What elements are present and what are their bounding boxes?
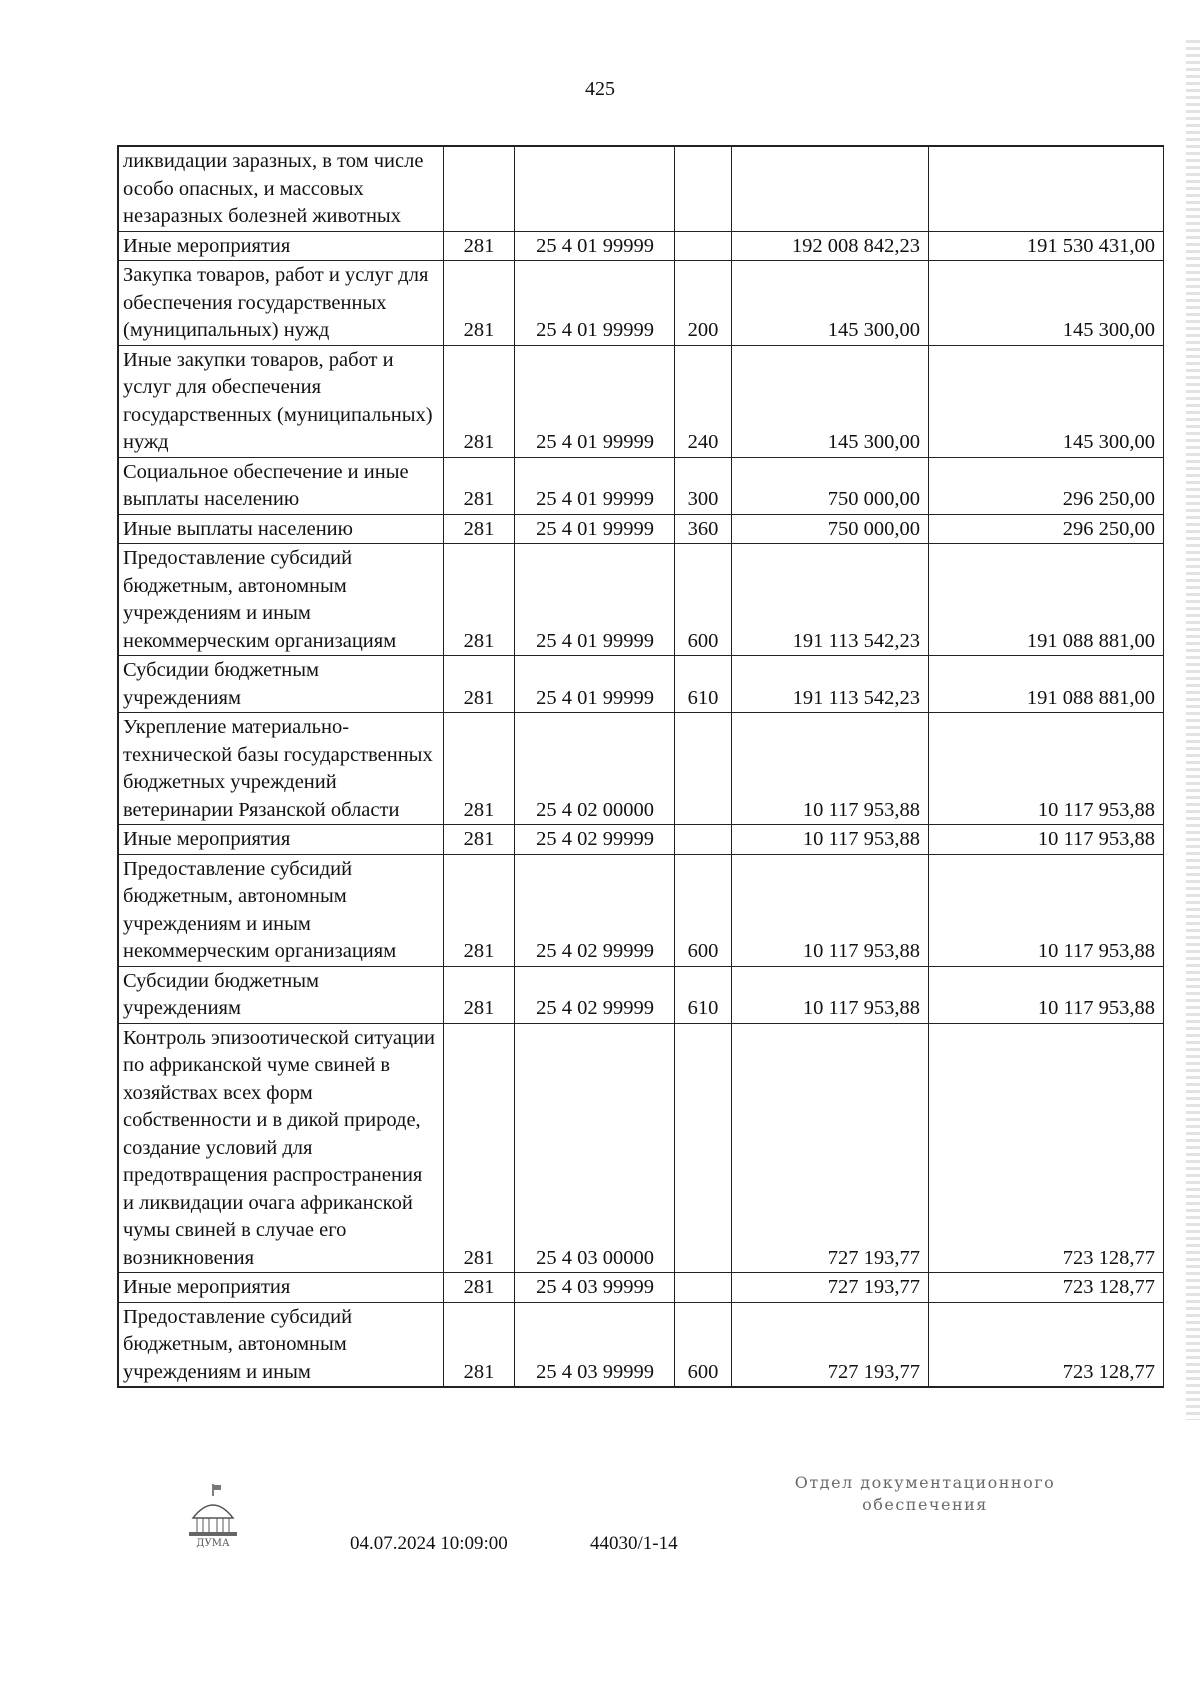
row-sum-2025-cell: 727 193,77 [732,1273,929,1303]
footer-date: 04.07.2024 10:09:00 [350,1533,508,1554]
row-name-cell: Укрепление материально-технической базы государственных бюджетных учреждений ветеринарии Рязанской области [119,713,444,825]
table-row [119,1302,1164,1387]
row-grbs-cell [444,147,515,232]
row-sum-2026-cell: 296 250,00 [929,514,1164,544]
table-row [119,1023,1164,1273]
row-grbs-cell: 281 [444,1023,515,1273]
row-sum-2026-cell [929,147,1164,232]
row-sum-2026-cell: 191 088 881,00 [929,656,1164,713]
row-sum-2025-cell: 192 008 842,23 [732,231,929,261]
row-sum-2026-cell: 10 117 953,88 [929,825,1164,855]
row-sum-2026-cell: 10 117 953,88 [929,966,1164,1023]
row-target-article-cell: 25 4 01 99999 [515,261,675,346]
table-row [119,457,1164,514]
row-name-cell: Социальное обеспечение и иные выплаты населению [119,457,444,514]
row-grbs-cell: 281 [444,656,515,713]
budget-table-body [119,147,1164,1387]
row-grbs-cell: 281 [444,544,515,656]
row-sum-2025-cell: 10 117 953,88 [732,825,929,855]
row-sum-2025-cell: 750 000,00 [732,514,929,544]
row-sum-2026-cell: 10 117 953,88 [929,854,1164,966]
row-sum-2025-cell: 145 300,00 [732,261,929,346]
row-expense-type-cell: 600 [675,854,732,966]
row-name-cell: Предоставление субсидий бюджетным, автономным учреждениям и иным [119,1302,444,1387]
row-name-cell: Субсидии бюджетным учреждениям [119,656,444,713]
row-name-cell: Иные мероприятия [119,1273,444,1303]
row-name-cell: Предоставление субсидий бюджетным, автономным учреждениям и иным некоммерческим организациям [119,854,444,966]
row-expense-type-cell [675,1273,732,1303]
row-name-cell: Иные мероприятия [119,231,444,261]
row-target-article-cell: 25 4 01 99999 [515,345,675,457]
row-name-cell: ликвидации заразных, в том числе особо опасных, и массовых незаразных болезней животных [119,147,444,232]
row-sum-2025-cell [732,147,929,232]
footer-document-code: 44030/1-14 [590,1533,678,1554]
row-grbs-cell: 281 [444,713,515,825]
row-target-article-cell: 25 4 03 00000 [515,1023,675,1273]
row-target-article-cell: 25 4 01 99999 [515,457,675,514]
row-target-article-cell: 25 4 01 99999 [515,231,675,261]
row-expense-type-cell [675,147,732,232]
row-target-article-cell: 25 4 03 99999 [515,1273,675,1303]
budget-table [118,146,1164,1387]
row-target-article-cell: 25 4 02 99999 [515,825,675,855]
row-expense-type-cell: 610 [675,656,732,713]
duma-logo [183,1482,243,1552]
row-grbs-cell: 281 [444,825,515,855]
row-grbs-cell: 281 [444,261,515,346]
row-expense-type-cell: 300 [675,457,732,514]
row-expense-type-cell: 200 [675,261,732,346]
row-expense-type-cell [675,825,732,855]
row-sum-2025-cell: 750 000,00 [732,457,929,514]
table-row [119,544,1164,656]
row-expense-type-cell: 610 [675,966,732,1023]
row-name-cell: Субсидии бюджетным учреждениям [119,966,444,1023]
row-target-article-cell: 25 4 02 00000 [515,713,675,825]
row-sum-2025-cell: 145 300,00 [732,345,929,457]
table-row [119,854,1164,966]
row-target-article-cell [515,147,675,232]
row-name-cell: Закупка товаров, работ и услуг для обеспечения государственных (муниципальных) нужд [119,261,444,346]
row-sum-2025-cell: 191 113 542,23 [732,544,929,656]
row-sum-2026-cell: 10 117 953,88 [929,713,1164,825]
row-sum-2026-cell: 191 088 881,00 [929,544,1164,656]
row-grbs-cell: 281 [444,966,515,1023]
row-sum-2026-cell: 723 128,77 [929,1302,1164,1387]
row-grbs-cell: 281 [444,457,515,514]
row-name-cell: Контроль эпизоотической ситуации по африканской чуме свиней в хозяйствах всех форм собственности и в дикой природе, создание условий для предотвращения распространения и ликвидации очага африканской чумы свиней в случае его возникновения [119,1023,444,1273]
row-sum-2025-cell: 10 117 953,88 [732,713,929,825]
row-expense-type-cell: 360 [675,514,732,544]
row-expense-type-cell: 240 [675,345,732,457]
table-row [119,261,1164,346]
row-sum-2026-cell: 723 128,77 [929,1023,1164,1273]
row-target-article-cell: 25 4 01 99999 [515,656,675,713]
row-sum-2026-cell: 145 300,00 [929,261,1164,346]
row-grbs-cell: 281 [444,345,515,457]
row-sum-2026-cell: 723 128,77 [929,1273,1164,1303]
row-sum-2025-cell: 10 117 953,88 [732,966,929,1023]
row-name-cell: Иные выплаты населению [119,514,444,544]
table-row [119,713,1164,825]
table-row [119,514,1164,544]
row-target-article-cell: 25 4 02 99999 [515,966,675,1023]
table-row [119,345,1164,457]
scan-edge-strip [1186,40,1200,1420]
duma-logo-text: ДУМА [196,1538,230,1549]
row-target-article-cell: 25 4 03 99999 [515,1302,675,1387]
row-grbs-cell: 281 [444,1302,515,1387]
row-target-article-cell: 25 4 01 99999 [515,514,675,544]
row-target-article-cell: 25 4 02 99999 [515,854,675,966]
row-grbs-cell: 281 [444,231,515,261]
table-row [119,231,1164,261]
row-expense-type-cell: 600 [675,544,732,656]
row-sum-2026-cell: 145 300,00 [929,345,1164,457]
row-sum-2026-cell: 296 250,00 [929,457,1164,514]
row-expense-type-cell: 600 [675,1302,732,1387]
table-row [119,825,1164,855]
row-target-article-cell: 25 4 01 99999 [515,544,675,656]
row-sum-2025-cell: 10 117 953,88 [732,854,929,966]
row-sum-2025-cell: 727 193,77 [732,1023,929,1273]
row-sum-2025-cell: 191 113 542,23 [732,656,929,713]
page-number: 425 [585,78,615,100]
row-name-cell: Иные закупки товаров, работ и услуг для обеспечения государственных (муниципальных) нужд [119,345,444,457]
row-grbs-cell: 281 [444,514,515,544]
table-row [119,656,1164,713]
row-name-cell: Предоставление субсидий бюджетным, автономным учреждениям и иным некоммерческим организациям [119,544,444,656]
row-expense-type-cell [675,713,732,825]
stamp-line-1: Отдел документационного [794,1473,1056,1492]
row-name-cell: Иные мероприятия [119,825,444,855]
row-sum-2025-cell: 727 193,77 [732,1302,929,1387]
row-grbs-cell: 281 [444,1273,515,1303]
stamp-line-2: обеспечения [862,1495,988,1514]
table-row [119,1273,1164,1303]
row-grbs-cell: 281 [444,854,515,966]
budget-table-container [117,145,1164,1388]
row-sum-2026-cell: 191 530 431,00 [929,231,1164,261]
table-row [119,966,1164,1023]
row-expense-type-cell [675,1023,732,1273]
table-row [119,147,1164,232]
department-stamp [775,1472,1075,1516]
row-expense-type-cell [675,231,732,261]
